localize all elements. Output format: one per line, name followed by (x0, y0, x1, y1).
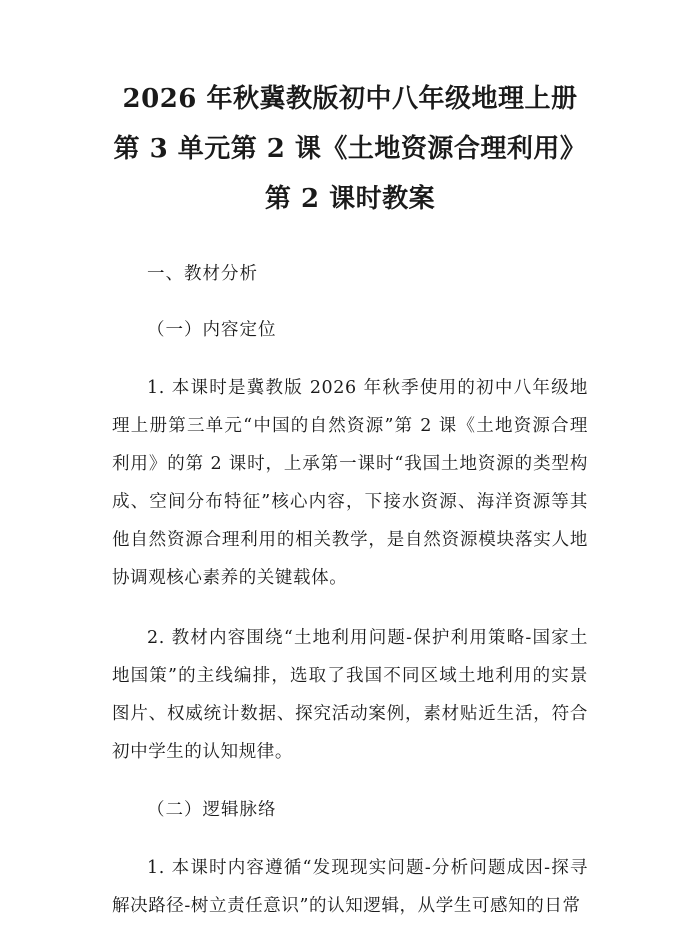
paragraph-content-position-2: 2. 教材内容围绕“土地利用问题-保护利用策略-国家土地国策”的主线编排，选取了我国不同区域土地利用的实景图片、权威统计数据、探究活动案例，素材贴近生活，符合初中学生的认知规律。 (112, 628, 588, 762)
paragraph-logic-flow-1: 1. 本课时内容遵循“发现现实问题-分析问题成因-探寻解决路径-树立责任意识”的认知逻辑，从学生可感知的日常 (112, 858, 588, 916)
subsection-heading-content-position: （一）内容定位 (147, 320, 277, 340)
section-heading-materials-analysis: 一、教材分析 (147, 264, 258, 284)
paragraph-content-position-1: 1. 本课时是冀教版 2026 年秋季使用的初中八年级地理上册第三单元“中国的自然资源”第 2 课《土地资源合理利用》的第 2 课时，上承第一课时“我国土地资源的类型构成、空间分布特征”核心内容，下接水资源、海洋资源等其他自然资源合理利用的相关教学，是自然资源模块落实人地协调观核心素养的关键载体。 (112, 378, 588, 588)
document-title: 2026 年秋冀教版初中八年级地理上册第 3 单元第 2 课《土地资源合理利用》第 2 课时教案 (113, 84, 587, 214)
subsection-heading-logic-flow: （二）逻辑脉络 (147, 800, 277, 820)
